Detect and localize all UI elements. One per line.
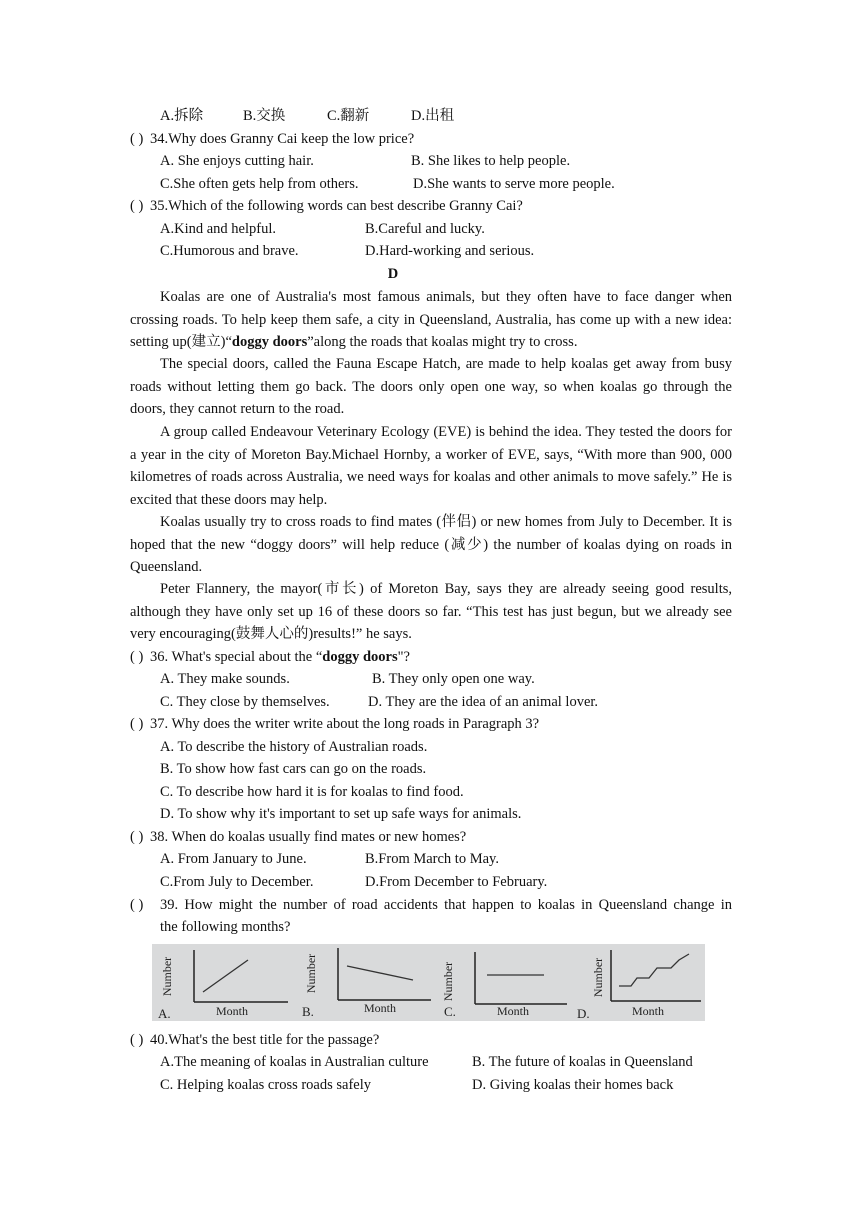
section-label: D <box>387 266 399 282</box>
q35-stem: 35.Which of the following words can best describe Granny Cai? <box>150 198 523 214</box>
q37-option-a: A. To describe the history of Australian roads. <box>160 739 428 755</box>
q37-option-b: B. To show how fast cars can go on the roads. <box>160 761 427 777</box>
passage-paragraph-2: The special doors, called the Fauna Escape Hatch, are made to help koalas get away from busy roads without letting them go back. The doors only open one way, so when koalas go through the doors, they cannot return to the road. <box>130 356 732 417</box>
q33-option-b: B.交换 <box>243 108 286 124</box>
q35-answer-blank: ( ) <box>130 198 144 214</box>
q38-option-b: B.From March to May. <box>365 851 499 867</box>
graph-a-ylabel: Number <box>160 956 175 997</box>
q33-option-d: D.出租 <box>411 108 455 124</box>
q40-option-a: A.The meaning of koalas in Australian culture <box>160 1054 429 1070</box>
q38-option-c: C.From July to December. <box>160 874 314 890</box>
q40-option-c: C. Helping koalas cross roads safely <box>160 1077 372 1093</box>
graph-b-letter: B. <box>302 1004 314 1019</box>
q39-answer-blank: ( ) <box>130 897 144 913</box>
q35-option-c: C.Humorous and brave. <box>160 243 299 259</box>
q36-stem: 36. What's special about the “doggy doors"? <box>150 649 410 665</box>
q40-option-d: D. Giving koalas their homes back <box>472 1077 674 1093</box>
graph-c-ylabel: Number <box>441 961 456 1002</box>
q39-graph-b <box>297 944 439 1021</box>
q40-option-b: B. The future of koalas in Queensland <box>472 1054 693 1070</box>
q39-graph-a <box>152 944 297 1021</box>
q33-option-a: A.拆除 <box>160 108 204 124</box>
q36-option-b: B. They only open one way. <box>372 671 535 687</box>
passage-paragraph-3: A group called Endeavour Veterinary Ecology (EVE) is behind the idea. They tested the doors for a year in the city of Moreton Bay.Michael Hornby, a worker of EVE, says, “With more than 900, 000 kilometres of roads across Australia, we need ways for koalas and other animals to move safely.” He is excited that these doors may help. <box>130 424 732 508</box>
q35-option-d: D.Hard-working and serious. <box>365 243 535 259</box>
graph-a-trend-line <box>203 960 248 992</box>
q37-option-d: D. To show why it's important to set up safe ways for animals. <box>160 806 522 822</box>
q38-stem: 38. When do koalas usually find mates or new homes? <box>150 829 467 845</box>
q34-option-b: B. She likes to help people. <box>411 153 571 169</box>
q36-option-c: C. They close by themselves. <box>160 694 330 710</box>
graph-c-letter: C. <box>444 1004 456 1019</box>
graph-b-trend-line <box>347 966 413 980</box>
q38-option-d: D.From December to February. <box>365 874 548 890</box>
q35-option-a: A.Kind and helpful. <box>160 221 276 237</box>
graph-b-xlabel: Month <box>364 1001 397 1015</box>
q37-answer-blank: ( ) <box>130 716 144 732</box>
graph-b-ylabel: Number <box>304 953 319 994</box>
q39-graph-d <box>571 944 705 1021</box>
passage-paragraph-4: Koalas usually try to cross roads to find mates (伴侣) or new homes from July to December. It is hoped that the new “doggy doors” will help reduce (减少) the number of koalas dying on roads in Queensland. <box>130 514 732 575</box>
q36-option-a: A. They make sounds. <box>160 671 290 687</box>
q34-option-a: A. She enjoys cutting hair. <box>160 153 314 169</box>
q40-answer-blank: ( ) <box>130 1032 144 1048</box>
passage-paragraph-5: Peter Flannery, the mayor(市长) of Moreton Bay, says they are already seeing good results, although they have only set up 16 of these doors so far. “This test has just begun, but we already see very encouraging(鼓舞人心的)results!” he says. <box>130 581 732 642</box>
q39-graph-options <box>152 944 705 1021</box>
q35-option-b: B.Careful and lucky. <box>365 221 485 237</box>
q38-answer-blank: ( ) <box>130 829 144 845</box>
q34-option-c: C.She often gets help from others. <box>160 176 359 192</box>
q34-answer-blank: ( ) <box>130 131 144 147</box>
graph-a-xlabel: Month <box>216 1004 249 1018</box>
q38-option-a: A. From January to June. <box>160 851 307 867</box>
graph-d-trend-line <box>619 954 689 986</box>
graph-c-xlabel: Month <box>497 1004 530 1018</box>
q36-answer-blank: ( ) <box>130 649 144 665</box>
q37-stem: 37. Why does the writer write about the long roads in Paragraph 3? <box>150 716 540 732</box>
graph-a-letter: A. <box>158 1006 171 1021</box>
q39-stem-line-2: the following months? <box>160 919 291 935</box>
q39-graph-c <box>439 944 571 1021</box>
q40-stem: 40.What's the best title for the passage? <box>150 1032 380 1048</box>
graph-d-ylabel: Number <box>591 957 606 998</box>
q36-option-d: D. They are the idea of an animal lover. <box>368 694 599 710</box>
graph-d-letter: D. <box>577 1006 590 1021</box>
q34-option-d: D.She wants to serve more people. <box>413 176 615 192</box>
q33-option-c: C.翻新 <box>327 108 370 124</box>
q34-stem: 34.Why does Granny Cai keep the low price? <box>150 131 415 147</box>
graph-d-xlabel: Month <box>632 1004 665 1018</box>
q39-stem-line-1: 39. How might the number of road accidents that happen to koalas in Queensland change in <box>160 897 732 913</box>
passage-paragraph-1: Koalas are one of Australia's most famous animals, but they often have to face danger when crossing roads. To help keep them safe, a city in Queensland, Australia, has come up with a new idea: setting up(建立)“doggy doors”along the roads that koalas might try to cross. <box>130 289 732 350</box>
q37-option-c: C. To describe how hard it is for koalas to find food. <box>160 784 464 800</box>
